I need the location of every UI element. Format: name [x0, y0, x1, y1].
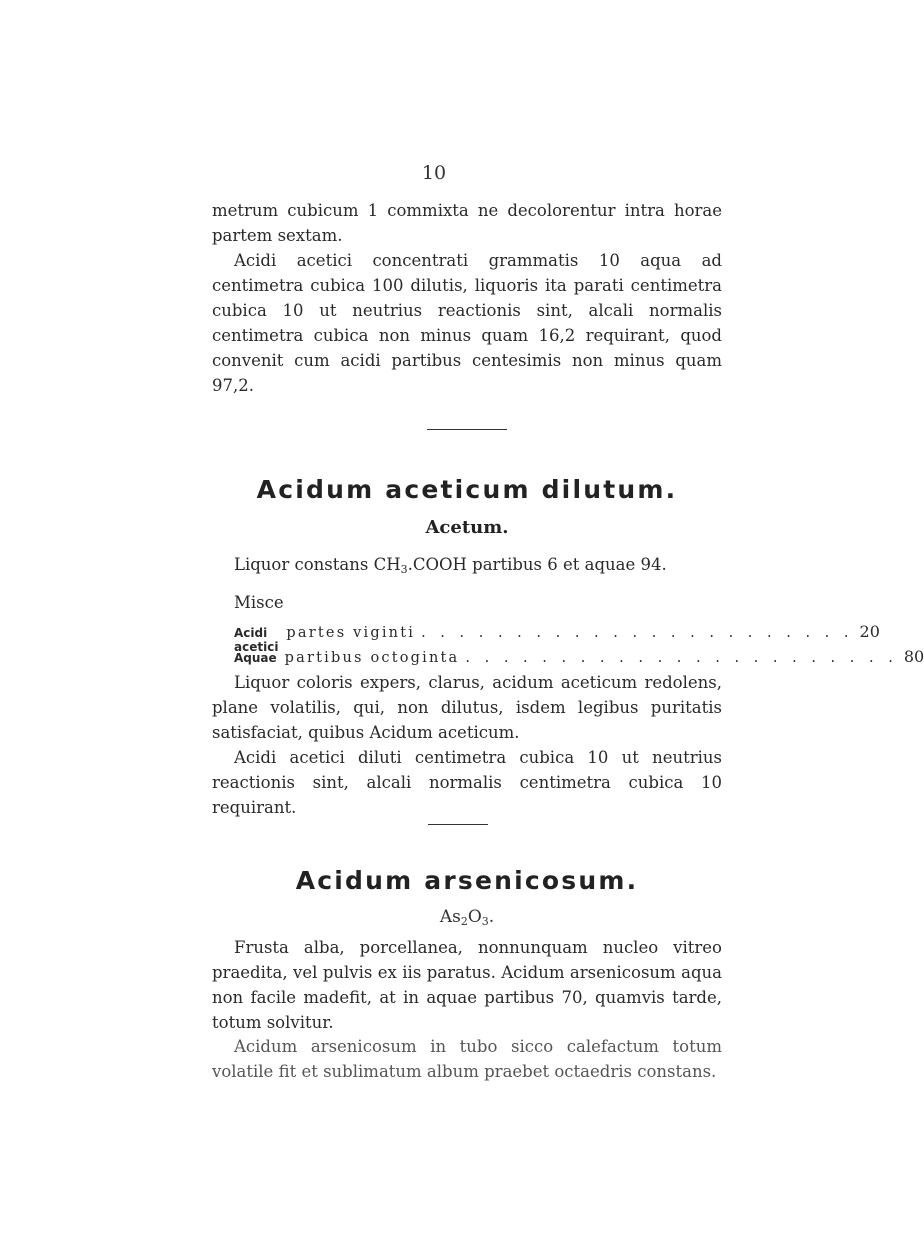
- heading-acidum-aceticum-dilutum: Acidum aceticum dilutum.: [256, 475, 678, 504]
- recipe-quantity: 20: [859, 622, 880, 641]
- recipe-part: partes viginti: [286, 625, 416, 641]
- formula-part: As: [439, 907, 461, 927]
- formula-subscript: 2: [460, 915, 468, 928]
- intro-prefix: Liquor constans CH: [234, 555, 401, 574]
- formula-as2o3: [212, 907, 722, 927]
- intro-line: [212, 552, 722, 577]
- paragraph-assay: Acidi acetici concentrati grammatis 10 aqua ad centimetra cubica 100 dilutis, liquoris ita parati centimetra cubica 10 ut neutrius reactionis sint, alcali normalis centimetra cubica non minus quam 16,2 requirant, quod convenit cum acidi partibus centesimis non minus quam 97,2.: [212, 251, 722, 395]
- section-divider: [428, 824, 488, 825]
- section-divider: [427, 429, 507, 430]
- recipe-ingredient: Aquae: [234, 651, 277, 665]
- leader-dots: . . . . . . . . . . . . . . . . . . . . . . .: [465, 650, 898, 666]
- paragraph-test: Acidi acetici diluti centimetra cubica 10 ut neutrius reactionis sint, alcali normalis centimetra cubica 10 requirant.: [212, 748, 722, 817]
- recipe-quantity: 80: [903, 647, 924, 666]
- paragraph-description: Liquor coloris expers, clarus, acidum aceticum redolens, plane volatilis, qui, non dilutus, isdem legibus puritatis satisfaciat, quibus Acidum aceticum.: [212, 673, 722, 742]
- formula-part: O: [467, 907, 482, 927]
- paragraph-arsenic-test: Acidum arsenicosum in tubo sicco calefactum totum volatile fit et sublimatum album praebet octaedris constans.: [212, 1037, 722, 1081]
- formula-subscript: 3: [481, 915, 489, 928]
- recipe-part: partibus octoginta: [284, 650, 460, 666]
- page-number: 10: [421, 162, 447, 184]
- paragraph-continuation: metrum cubicum 1 commixta ne decolorentur intra horae partem sextam.: [212, 201, 722, 245]
- leader-dots: . . . . . . . . . . . . . . . . . . . . . . .: [421, 625, 854, 641]
- intro-suffix: .COOH partibus 6 et aquae 94.: [407, 555, 667, 574]
- recipe-ingredient: Acidi acetici: [234, 626, 279, 654]
- misce-label: Misce: [234, 593, 284, 612]
- heading-acidum-arsenicosum: Acidum arsenicosum.: [295, 866, 639, 895]
- formula-part: .: [488, 907, 495, 927]
- intro-subscript: 3: [400, 563, 408, 576]
- subheading-acetum: Acetum.: [425, 517, 509, 538]
- recipe-line: [234, 647, 924, 666]
- paragraph-arsenic-description: Frusta alba, porcellanea, nonnunquam nucleo vitreo praedita, vel pulvis ex iis paratus. Acidum arsenicosum aqua non facile madefit, at in aquae partibus 70, quamvis tarde, totum solvitur.: [212, 938, 722, 1032]
